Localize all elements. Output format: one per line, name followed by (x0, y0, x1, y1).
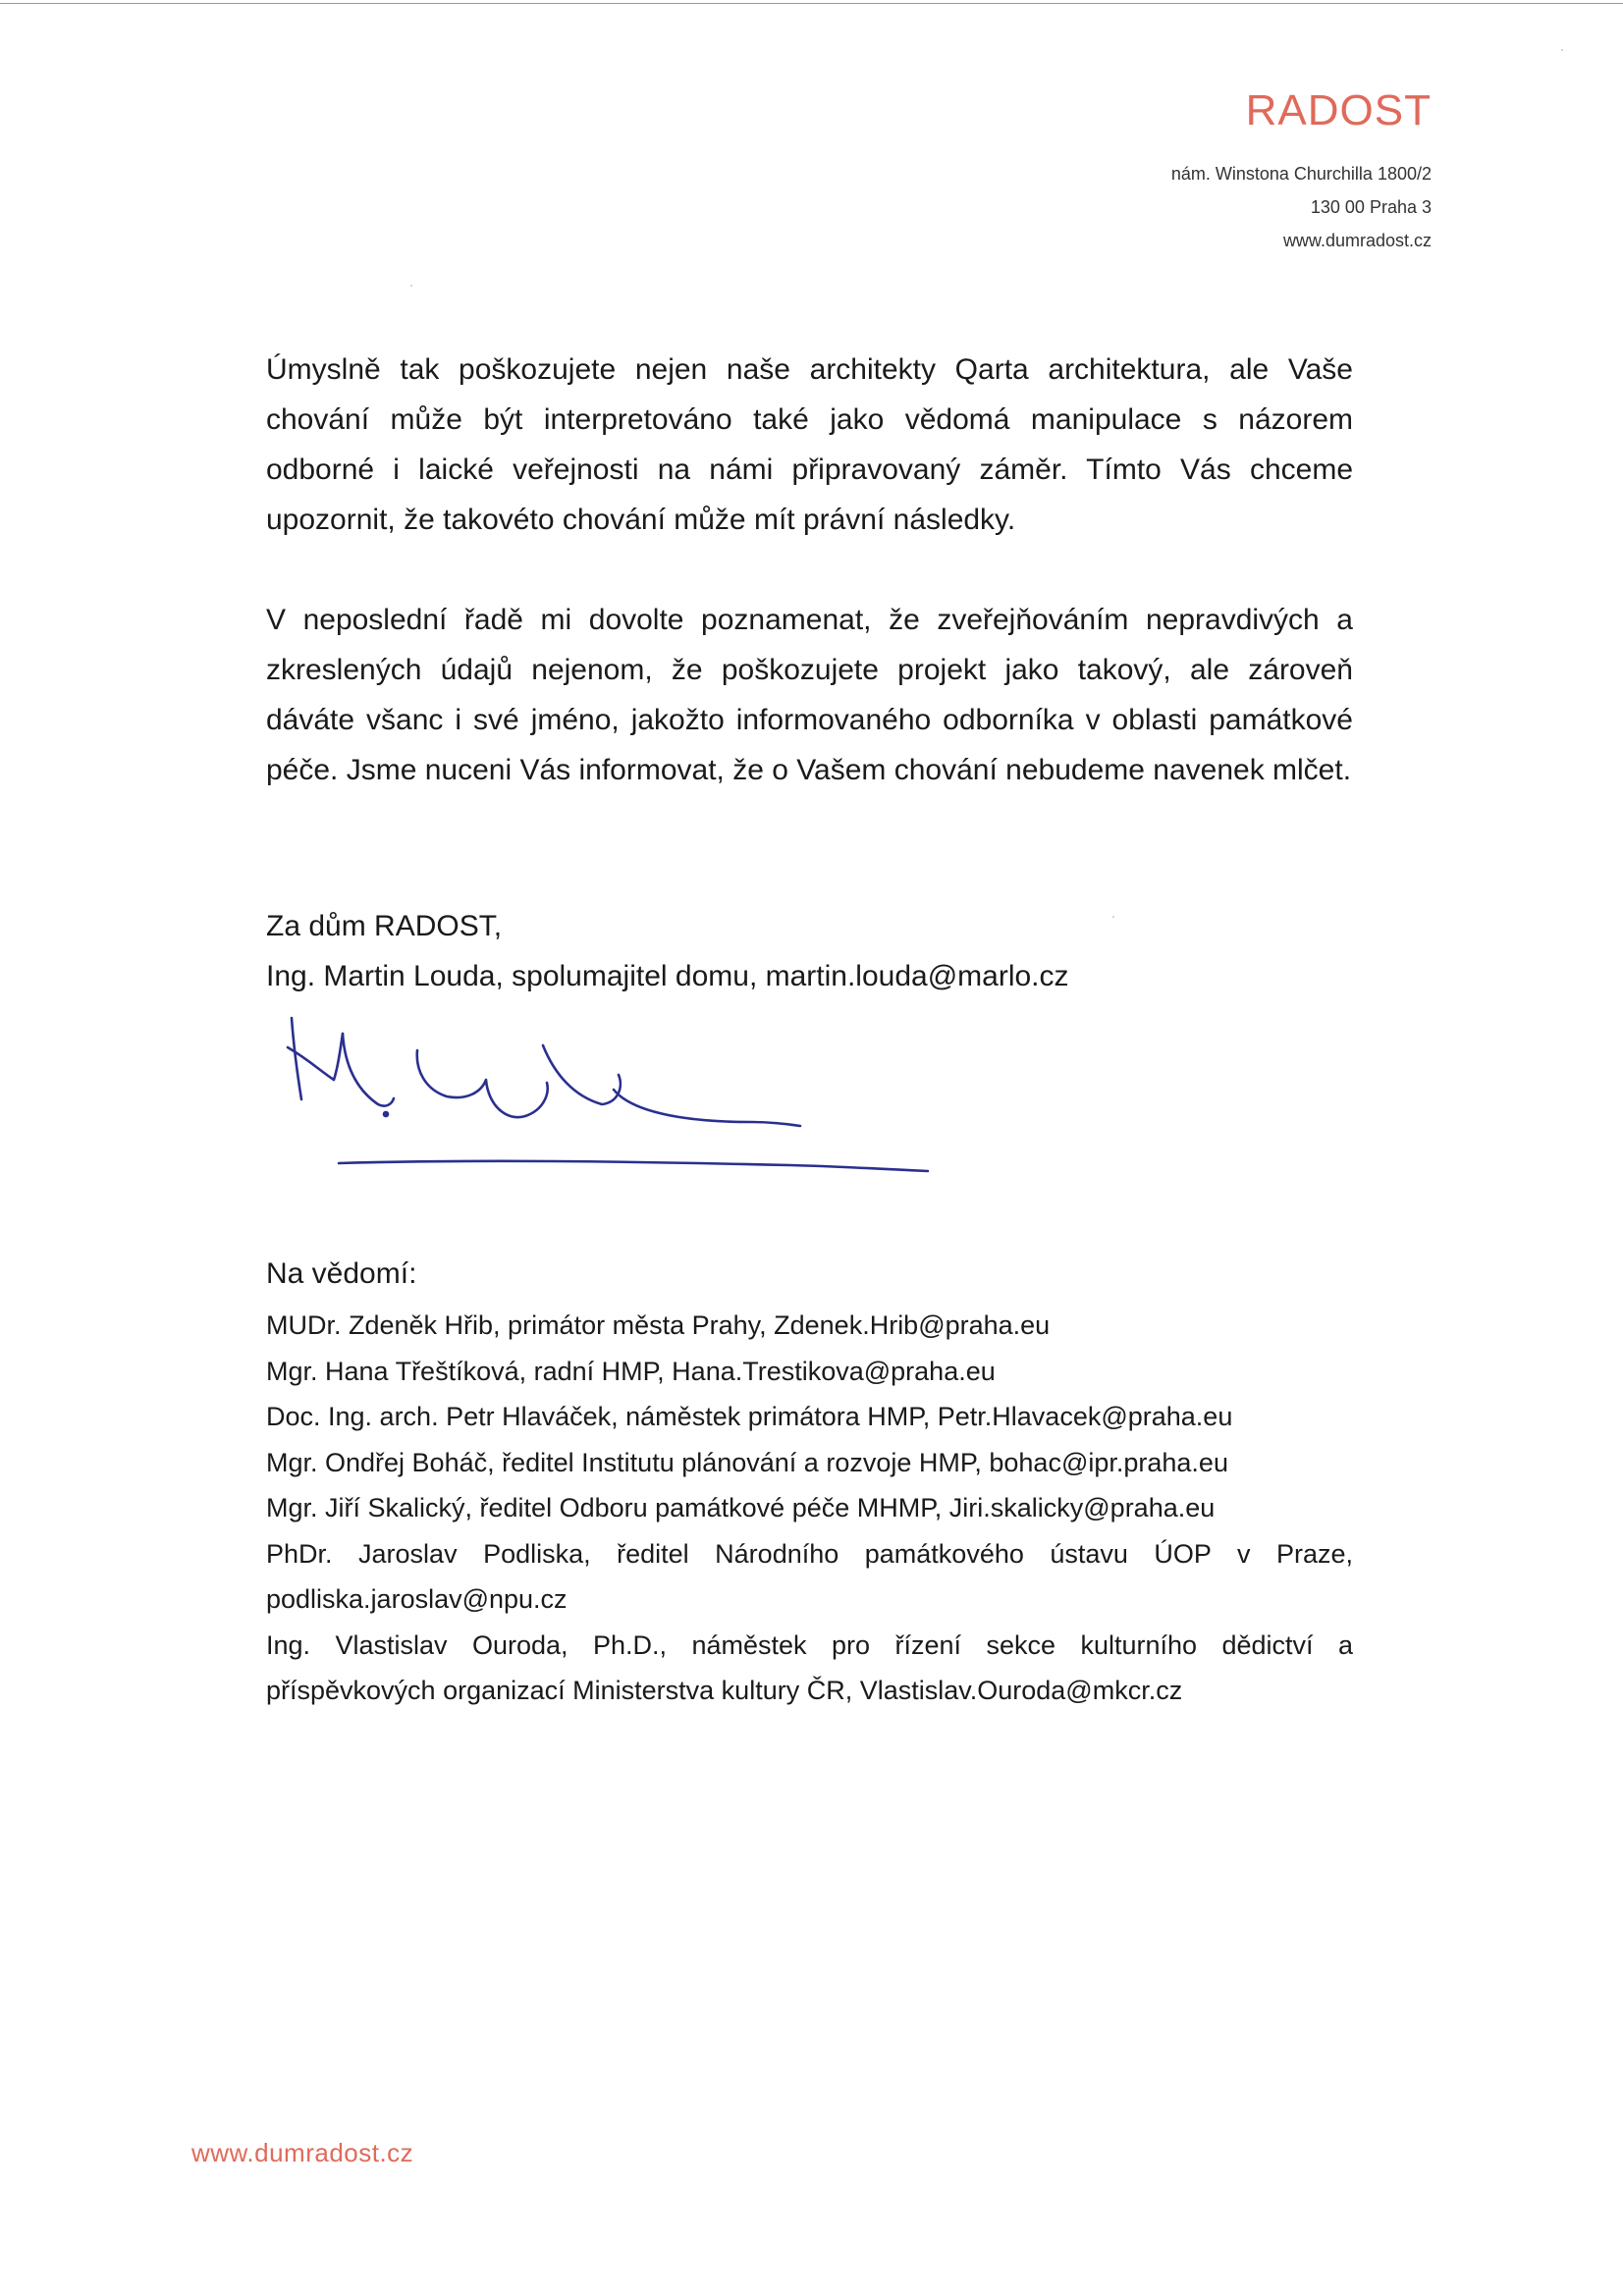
paragraph-1 (266, 345, 1353, 545)
scan-speck (1112, 916, 1114, 918)
letterhead-brand: RADOST (1245, 86, 1432, 134)
address-website: www.dumradost.cz (1282, 231, 1432, 250)
letterhead-address (1171, 157, 1432, 257)
paragraph-2 (266, 595, 1353, 795)
cc-recipient-6: PhDr. Jaroslav Podliska, ředitel Národního památkového ústavu ÚOP v Praze, podliska.jaroslav@npu.cz (266, 1538, 1353, 1614)
cc-recipient-3: Doc. Ing. arch. Petr Hlaváček, náměstek primátora HMP, Petr.Hlavacek@praha.eu (266, 1402, 1233, 1431)
cc-recipient-1: MUDr. Zdeněk Hřib, primátor města Prahy, Zdenek.Hrib@praha.eu (266, 1310, 1051, 1340)
cc-list (266, 1303, 1353, 1714)
cc-recipient-5: Mgr. Jiří Skalický, ředitel Odboru památkové péče MHMP, Jiri.skalicky@praha.eu (266, 1493, 1216, 1522)
scan-speck (1561, 49, 1563, 51)
closing-signatory: Ing. Martin Louda, spolumajitel domu, martin.louda@marlo.cz (266, 960, 1069, 992)
cc-recipient-7: Ing. Vlastislav Ouroda, Ph.D., náměstek pro řízení sekce kulturního dědictví a příspěvkových organizací Ministerstva kultury ČR, Vlastislav.Ouroda@mkcr.cz (266, 1629, 1353, 1705)
cc-heading: Na vědomí: (266, 1257, 417, 1290)
paragraph-1-text: Úmyslně tak poškozujete nejen naše architekty Qarta architektura, ale Vaše chování může být interpretováno také jako vědomá manipulace s názorem odborné i laické veřejnosti na námi připravovaný záměr. Tímto Vás chceme upozornit, že takovéto chování může mít právní následky. (266, 353, 1353, 536)
cc-recipient-4: Mgr. Ondřej Boháč, ředitel Institutu plánování a rozvoje HMP, bohac@ipr.praha.eu (266, 1447, 1228, 1477)
scan-speck (410, 285, 412, 287)
scan-edge-line (0, 3, 1623, 4)
cc-recipient-2: Mgr. Hana Třeštíková, radní HMP, Hana.Trestikova@praha.eu (266, 1356, 996, 1386)
address-city: 130 00 Praha 3 (1310, 197, 1432, 217)
address-street: nám. Winstona Churchilla 1800/2 (1170, 164, 1432, 184)
handwritten-signature (280, 1006, 947, 1193)
closing (266, 901, 1069, 1001)
paragraph-2-text: V neposlední řadě mi dovolte poznamenat, že zveřejňováním nepravdivých a zkreslených údajů nejenom, že poškozujete projekt jako takový, ale zároveň dáváte všanc i své jméno, jakožto informovaného odborníka v oblasti památkové péče. Jsme nuceni Vás informovat, že o Vašem chování nebudeme navenek mlčet. (266, 604, 1353, 786)
footer-website: www.dumradost.cz (191, 2138, 414, 2167)
closing-salutation: Za dům RADOST, (266, 910, 503, 942)
